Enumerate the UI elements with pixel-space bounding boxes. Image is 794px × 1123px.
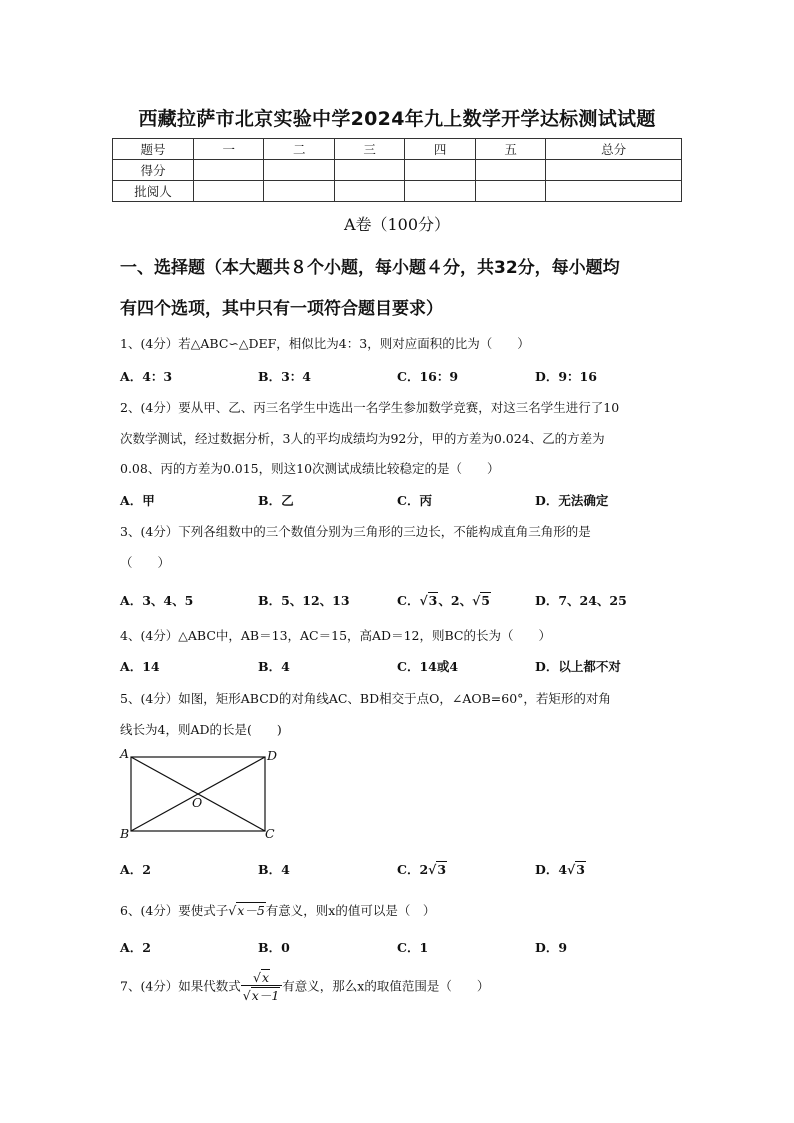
radical-sign: √ [428, 862, 437, 877]
q6-prefix: 6、(4分）要使式子 [120, 903, 229, 918]
q5-option-d-label: D．4 [535, 862, 568, 877]
radicand: x－5 [237, 903, 265, 918]
fraction-numerator [241, 970, 282, 986]
score-cell[interactable] [194, 160, 264, 181]
q2-option-d[interactable]: D．无法确定 [535, 493, 609, 508]
table-cell: 题号 [113, 139, 194, 160]
radical-sign: √ [567, 862, 576, 877]
fraction [241, 970, 282, 1004]
page-title: 西藏拉萨市北京实验中学2024年九上数学开学达标测试试题 [138, 108, 656, 130]
point-label-o: O [192, 795, 203, 810]
q1-option-d[interactable]: D．9：16 [535, 369, 597, 384]
q4-option-c[interactable]: C．14或4 [397, 659, 459, 674]
q6-option-c[interactable]: C．1 [397, 940, 429, 955]
point-label-a: A [120, 746, 130, 761]
question-5-line2: 线长为4，则AD的长是( ) [120, 722, 282, 737]
score-cell[interactable] [546, 181, 682, 202]
q7-prefix: 7、(4分）如果代数式 [120, 978, 241, 994]
radical-sign: √ [419, 593, 428, 608]
q4-option-b[interactable]: B．4 [258, 659, 290, 674]
table-cell: 三 [334, 139, 404, 160]
radical-sign: √ [242, 988, 251, 1003]
table-cell: 得分 [113, 160, 194, 181]
question-3-line1: 3、(4分）下列各组数中的三个数值分别为三角形的三边长，不能构成直角三角形的是 [120, 524, 591, 539]
radical-sign: √ [228, 903, 237, 918]
q4-option-d[interactable]: D．以上都不对 [535, 659, 621, 674]
radicand: x [261, 970, 270, 985]
rectangle-figure [115, 744, 285, 844]
question-4-text: 4、(4分）△ABC中，AB＝13，AC＝15，高AD＝12，则BC的长为（ ） [120, 628, 551, 643]
q1-option-b[interactable]: B．3：4 [258, 369, 311, 384]
q5-option-d[interactable] [535, 860, 586, 878]
table-cell: 总分 [546, 139, 682, 160]
part1-heading-line2: 有四个选项，其中只有一项符合题目要求） [120, 299, 443, 319]
question-7-text [120, 970, 690, 1004]
q3-option-d[interactable]: D．7、24、25 [535, 593, 627, 608]
q3-option-c[interactable] [397, 591, 491, 609]
question-2-line1: 2、(4分）要从甲、乙、丙三名学生中选出一名学生参加数学竞赛，对这三名学生进行了10 [120, 400, 620, 415]
q3-option-a[interactable]: A．3、4、5 [120, 593, 194, 608]
q2-option-c[interactable]: C．丙 [397, 493, 432, 508]
q5-option-b[interactable]: B．4 [258, 862, 290, 877]
question-6-text [120, 901, 690, 919]
q5-option-c[interactable] [397, 860, 447, 878]
fraction-denominator [241, 986, 282, 1004]
part1-heading-line1: 一、选择题（本大题共８个小题，每小题４分，共32分，每小题均 [120, 258, 620, 278]
score-table [112, 138, 682, 202]
q6-option-d[interactable]: D．9 [535, 940, 568, 955]
table-cell: 二 [264, 139, 334, 160]
q1-option-a[interactable]: A．4：3 [120, 369, 173, 384]
radicand: 3 [428, 593, 438, 608]
table-cell: 一 [194, 139, 264, 160]
section-a-title: A卷（100分） [343, 215, 451, 234]
question-1-text: 1、(4分）若△ABC∽△DEF，相似比为4：3，则对应面积的比为（ ） [120, 336, 530, 351]
q5-option-c-label: C．2 [397, 862, 429, 877]
q3-option-c-label: C． [397, 593, 420, 608]
score-cell[interactable] [475, 160, 545, 181]
table-cell: 四 [405, 139, 475, 160]
question-3-line2: （ ） [120, 555, 171, 570]
q2-option-b[interactable]: B．乙 [258, 493, 294, 508]
q5-option-a[interactable]: A．2 [120, 862, 151, 877]
q4-option-a[interactable]: A．14 [120, 659, 160, 674]
table-row [113, 160, 682, 181]
score-cell[interactable] [334, 160, 404, 181]
question-2-line2: 次数学测试，经过数据分析，3人的平均成绩均为92分，甲的方差为0.024、乙的方差为 [120, 431, 605, 446]
score-cell[interactable] [194, 181, 264, 202]
score-cell[interactable] [264, 181, 334, 202]
q7-suffix: 有意义，那么x的取值范围是（ ） [282, 978, 490, 994]
score-cell[interactable] [334, 181, 404, 202]
radicand: 5 [481, 593, 490, 608]
score-cell[interactable] [405, 160, 475, 181]
q1-option-c[interactable]: C．16：9 [397, 369, 459, 384]
q6-suffix: 有意义，则x的值可以是（ ） [265, 903, 436, 918]
score-cell[interactable] [405, 181, 475, 202]
q3-option-b[interactable]: B．5、12、13 [258, 593, 350, 608]
table-cell: 批阅人 [113, 181, 194, 202]
table-cell: 五 [475, 139, 545, 160]
score-cell[interactable] [475, 181, 545, 202]
q6-option-a[interactable]: A．2 [120, 940, 151, 955]
point-label-d: D [267, 748, 278, 763]
question-5-line1: 5、(4分）如图，矩形ABCD的对角线AC、BD相交于点O，∠AOB=60°，若矩形的对角 [120, 691, 611, 706]
radical-sign: √ [253, 970, 261, 985]
score-cell[interactable] [546, 160, 682, 181]
separator-text: 、2、 [438, 593, 473, 608]
point-label-b: B [120, 826, 130, 841]
radicand: 3 [576, 862, 585, 877]
q2-option-a[interactable]: A．甲 [120, 493, 155, 508]
radical-sign: √ [472, 593, 481, 608]
table-row [113, 181, 682, 202]
question-2-line3: 0.08、丙的方差为0.015，则这10次测试成绩比较稳定的是（ ） [120, 461, 500, 476]
score-table-header [113, 139, 682, 160]
q6-option-b[interactable]: B．0 [258, 940, 290, 955]
point-label-c: C [265, 826, 275, 841]
radicand: x－1 [251, 988, 280, 1003]
radicand: 3 [437, 862, 447, 877]
score-cell[interactable] [264, 160, 334, 181]
